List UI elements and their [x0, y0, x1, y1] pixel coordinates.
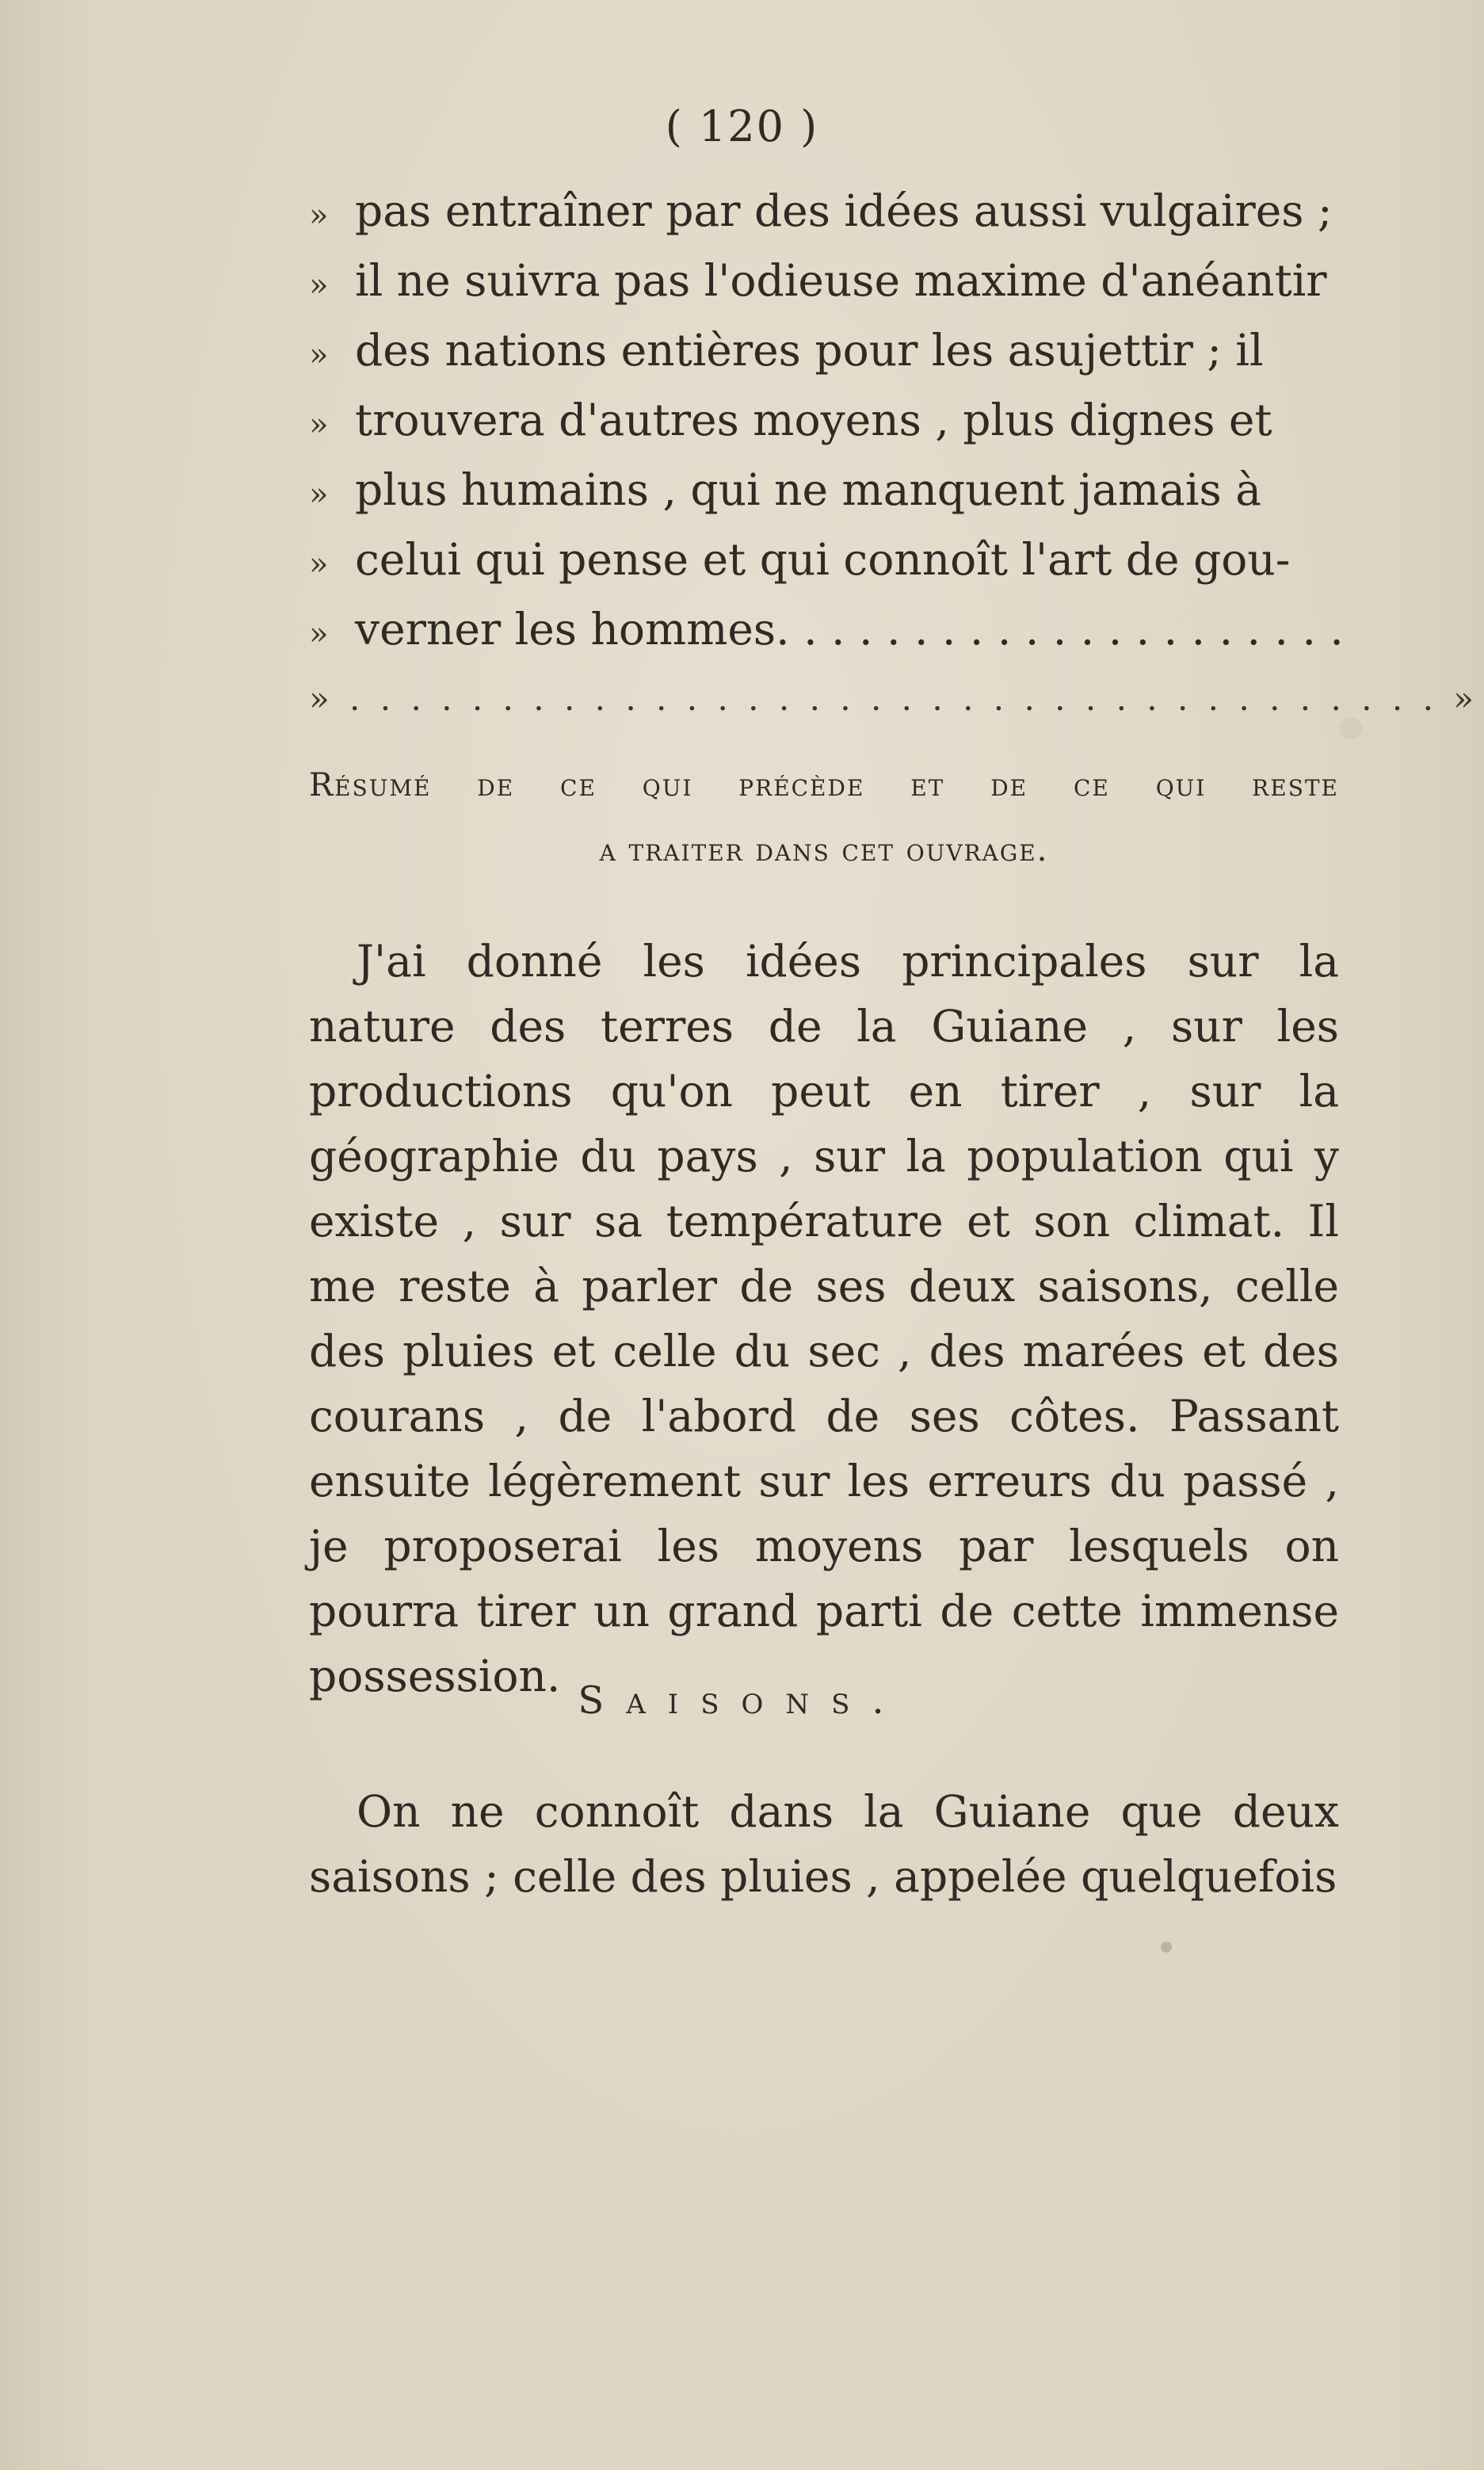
- quote-line-text: plus humains , qui ne manquent jamais à: [355, 464, 1261, 515]
- quote-line-text: celui qui pense et qui connoît l'art de gou-: [355, 534, 1291, 585]
- section-heading: [309, 753, 1339, 883]
- quote-line: [309, 318, 1339, 387]
- body-paragraph: J'ai donné les idées principales sur la nature des terres de la Guiane , sur les productions qu'on peut en tirer , sur la géographie du pays , sur la population qui y existe , sur sa température et son climat. Il me reste à parler de ses deux saisons, celle des pluies et celle du sec , des marées et des courans , de l'abord de ses côtes. Passant ensuite légèrement sur les erreurs du passé , je proposerai les moyens par lesquels on pourra tirer un grand parti de cette immense possession.: [309, 936, 1339, 1701]
- quotation-block: [309, 178, 1478, 731]
- heading-line-1: Résumé de ce qui précède et de ce qui reste: [309, 767, 1339, 804]
- quote-line: [309, 387, 1339, 457]
- body-paragraph: On ne connoît dans la Guiane que deux saisons ; celle des pluies , appelée quelquefois: [309, 1786, 1339, 1902]
- quote-line: [309, 248, 1339, 318]
- page-number: ( 120 ): [665, 101, 819, 151]
- quote-mark: »: [309, 267, 329, 304]
- quote-mark: »: [309, 337, 329, 373]
- quote-line: [309, 457, 1339, 527]
- quote-mark: »: [309, 407, 329, 443]
- quote-line: [309, 527, 1339, 597]
- heading-line-2: a traiter dans cet ouvrage.: [599, 832, 1049, 869]
- quote-line: [309, 178, 1339, 248]
- quote-line-text: des nations entières pour les asujettir ; il: [355, 325, 1264, 376]
- quote-closing-dots: » . . . . . . . . . . . . . . . . . . . . . . . . . . . . . . . . . . . . »: [309, 679, 1478, 718]
- quote-line-text: il ne suivra pas l'odieuse maxime d'anéantir: [355, 255, 1327, 306]
- quote-mark: »: [309, 197, 329, 234]
- paper-stain: [1339, 717, 1363, 739]
- quote-line-text: pas entraîner par des idées aussi vulgaires ;: [355, 185, 1333, 236]
- quote-line-text: trouvera d'autres moyens , plus dignes et: [355, 395, 1272, 445]
- quote-mark: »: [309, 476, 329, 513]
- quote-line-text: verner les hommes. . . . . . . . . . . . . . . . . . . . .: [355, 604, 1344, 655]
- quote-mark: »: [309, 546, 329, 582]
- quote-mark: »: [309, 616, 329, 652]
- quote-line: [309, 597, 1344, 666]
- paper-speck: [1161, 1941, 1172, 1953]
- section-title: Saisons.: [578, 1678, 906, 1723]
